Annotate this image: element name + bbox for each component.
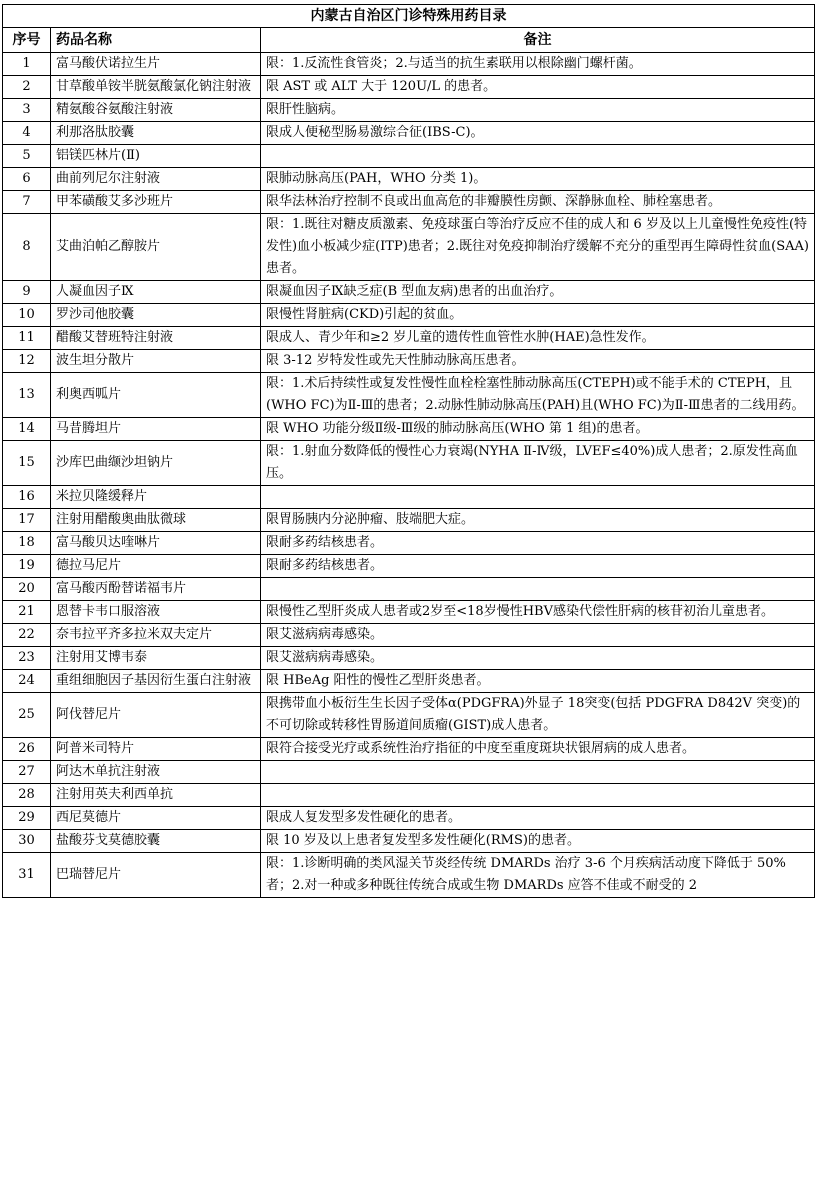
table-row [3,168,815,191]
table-row [3,601,815,624]
table-row [3,509,815,532]
row-number: 19 [3,555,51,578]
drug-note [261,486,815,509]
drug-note: 限 10 岁及以上患者复发型多发性硬化(RMS)的患者。 [261,830,815,853]
drug-name: 利那洛肽胶囊 [51,122,261,145]
drug-name: 注射用醋酸奥曲肽微球 [51,509,261,532]
drug-note: 限：1.诊断明确的类风湿关节炎经传统 DMARDs 治疗 3-6 个月疾病活动度下降低于 50%者；2.对一种或多种既往传统合成或生物 DMARDs 应答不佳或不耐受的 2 [261,853,815,898]
drug-note: 限符合接受光疗或系统性治疗指征的中度至重度斑块状银屑病的成人患者。 [261,738,815,761]
header-name: 药品名称 [51,28,261,53]
table-row [3,418,815,441]
drug-name: 注射用艾博韦泰 [51,647,261,670]
row-number: 30 [3,830,51,853]
drug-note: 限成人、青少年和≥2 岁儿童的遗传性血管性水肿(HAE)急性发作。 [261,327,815,350]
drug-note: 限成人便秘型肠易激综合征(IBS-C)。 [261,122,815,145]
table-row [3,281,815,304]
table-row [3,693,815,738]
table-row [3,214,815,281]
row-number: 7 [3,191,51,214]
header-note: 备注 [261,28,815,53]
table-row [3,761,815,784]
drug-note: 限耐多药结核患者。 [261,532,815,555]
drug-note: 限慢性肾脏病(CKD)引起的贫血。 [261,304,815,327]
drug-note [261,784,815,807]
table-row [3,99,815,122]
drug-note [261,578,815,601]
table-row [3,555,815,578]
drug-name: 利奥西呱片 [51,373,261,418]
drug-name: 波生坦分散片 [51,350,261,373]
drug-note: 限慢性乙型肝炎成人患者或2岁至<18岁慢性HBV感染代偿性肝病的核苷初治儿童患者。 [261,601,815,624]
drug-name: 阿达木单抗注射液 [51,761,261,784]
row-number: 11 [3,327,51,350]
row-number: 1 [3,53,51,76]
row-number: 24 [3,670,51,693]
drug-name: 德拉马尼片 [51,555,261,578]
drug-note: 限肝性脑病。 [261,99,815,122]
drug-note: 限艾滋病病毒感染。 [261,624,815,647]
drug-note: 限 AST 或 ALT 大于 120U/L 的患者。 [261,76,815,99]
table-row [3,122,815,145]
drug-name: 甘草酸单铵半胱氨酸氯化钠注射液 [51,76,261,99]
drug-note: 限成人复发型多发性硬化的患者。 [261,807,815,830]
row-number: 9 [3,281,51,304]
table-row [3,830,815,853]
table-row [3,350,815,373]
drug-catalog-table [2,4,815,898]
table-row [3,738,815,761]
row-number: 20 [3,578,51,601]
drug-name: 曲前列尼尔注射液 [51,168,261,191]
row-number: 21 [3,601,51,624]
row-number: 12 [3,350,51,373]
drug-note: 限耐多药结核患者。 [261,555,815,578]
table-row [3,191,815,214]
row-number: 6 [3,168,51,191]
row-number: 10 [3,304,51,327]
drug-name: 艾曲泊帕乙醇胺片 [51,214,261,281]
row-number: 29 [3,807,51,830]
table-row [3,647,815,670]
table-row [3,53,815,76]
drug-name: 沙库巴曲缬沙坦钠片 [51,441,261,486]
drug-note: 限 HBeAg 阳性的慢性乙型肝炎患者。 [261,670,815,693]
table-row [3,486,815,509]
drug-note: 限华法林治疗控制不良或出血高危的非瓣膜性房颤、深静脉血栓、肺栓塞患者。 [261,191,815,214]
row-number: 31 [3,853,51,898]
drug-note: 限胃肠胰内分泌肿瘤、肢端肥大症。 [261,509,815,532]
drug-name: 盐酸芬戈莫德胶囊 [51,830,261,853]
drug-note: 限 3-12 岁特发性或先天性肺动脉高压患者。 [261,350,815,373]
drug-note: 限肺动脉高压(PAH，WHO 分类 1)。 [261,168,815,191]
table-row [3,327,815,350]
table-row [3,373,815,418]
row-number: 22 [3,624,51,647]
row-number: 27 [3,761,51,784]
drug-name: 富马酸贝达喹啉片 [51,532,261,555]
drug-note: 限携带血小板衍生生长因子受体α(PDGFRA)外显子 18突变(包括 PDGFRA D842V 突变)的不可切除或转移性胃肠道间质瘤(GIST)成人患者。 [261,693,815,738]
table-row [3,670,815,693]
table-row [3,441,815,486]
row-number: 23 [3,647,51,670]
header-no: 序号 [3,28,51,53]
row-number: 8 [3,214,51,281]
drug-name: 铝镁匹林片(Ⅱ) [51,145,261,168]
drug-name: 富马酸丙酚替诺福韦片 [51,578,261,601]
table-row [3,145,815,168]
drug-note: 限：1.术后持续性或复发性慢性血栓栓塞性肺动脉高压(CTEPH)或不能手术的 CTEPH，且(WHO FC)为Ⅱ-Ⅲ的患者；2.动脉性肺动脉高压(PAH)且(WHO FC)为Ⅱ-Ⅲ患者的二线用药。 [261,373,815,418]
drug-name: 恩替卡韦口服溶液 [51,601,261,624]
row-number: 13 [3,373,51,418]
table-row [3,76,815,99]
row-number: 26 [3,738,51,761]
row-number: 5 [3,145,51,168]
drug-name: 富马酸伏诺拉生片 [51,53,261,76]
row-number: 18 [3,532,51,555]
drug-name: 西尼莫德片 [51,807,261,830]
drug-name: 甲苯磺酸艾多沙班片 [51,191,261,214]
table-row [3,304,815,327]
drug-note: 限凝血因子Ⅸ缺乏症(B 型血友病)患者的出血治疗。 [261,281,815,304]
row-number: 15 [3,441,51,486]
drug-name: 注射用英夫利西单抗 [51,784,261,807]
drug-name: 人凝血因子Ⅸ [51,281,261,304]
table-row [3,853,815,898]
table-row [3,807,815,830]
drug-note: 限：1.射血分数降低的慢性心力衰竭(NYHA Ⅱ-Ⅳ级，LVEF≤40%)成人患者；2.原发性高血压。 [261,441,815,486]
drug-note [261,145,815,168]
row-number: 2 [3,76,51,99]
drug-name: 奈韦拉平齐多拉米双夫定片 [51,624,261,647]
drug-note: 限 WHO 功能分级Ⅱ级-Ⅲ级的肺动脉高压(WHO 第 1 组)的患者。 [261,418,815,441]
drug-note [261,761,815,784]
drug-note: 限：1.既往对糖皮质激素、免疫球蛋白等治疗反应不佳的成人和 6 岁及以上儿童慢性免疫性(特发性)血小板减少症(ITP)患者；2.既往对免疫抑制治疗缓解不充分的重型再生障碍性贫血(SAA)患者。 [261,214,815,281]
drug-name: 马昔腾坦片 [51,418,261,441]
row-number: 25 [3,693,51,738]
row-number: 28 [3,784,51,807]
drug-name: 米拉贝隆缓释片 [51,486,261,509]
table-title: 内蒙古自治区门诊特殊用药目录 [3,5,815,28]
drug-name: 罗沙司他胶囊 [51,304,261,327]
drug-name: 巴瑞替尼片 [51,853,261,898]
drug-name: 阿普米司特片 [51,738,261,761]
row-number: 4 [3,122,51,145]
drug-name: 阿伐替尼片 [51,693,261,738]
table-row [3,784,815,807]
drug-name: 精氨酸谷氨酸注射液 [51,99,261,122]
drug-note: 限：1.反流性食管炎；2.与适当的抗生素联用以根除幽门螺杆菌。 [261,53,815,76]
drug-name: 醋酸艾替班特注射液 [51,327,261,350]
table-row [3,624,815,647]
row-number: 3 [3,99,51,122]
header-row [3,28,815,53]
drug-note: 限艾滋病病毒感染。 [261,647,815,670]
row-number: 16 [3,486,51,509]
table-row [3,532,815,555]
drug-name: 重组细胞因子基因衍生蛋白注射液 [51,670,261,693]
row-number: 17 [3,509,51,532]
row-number: 14 [3,418,51,441]
table-row [3,578,815,601]
